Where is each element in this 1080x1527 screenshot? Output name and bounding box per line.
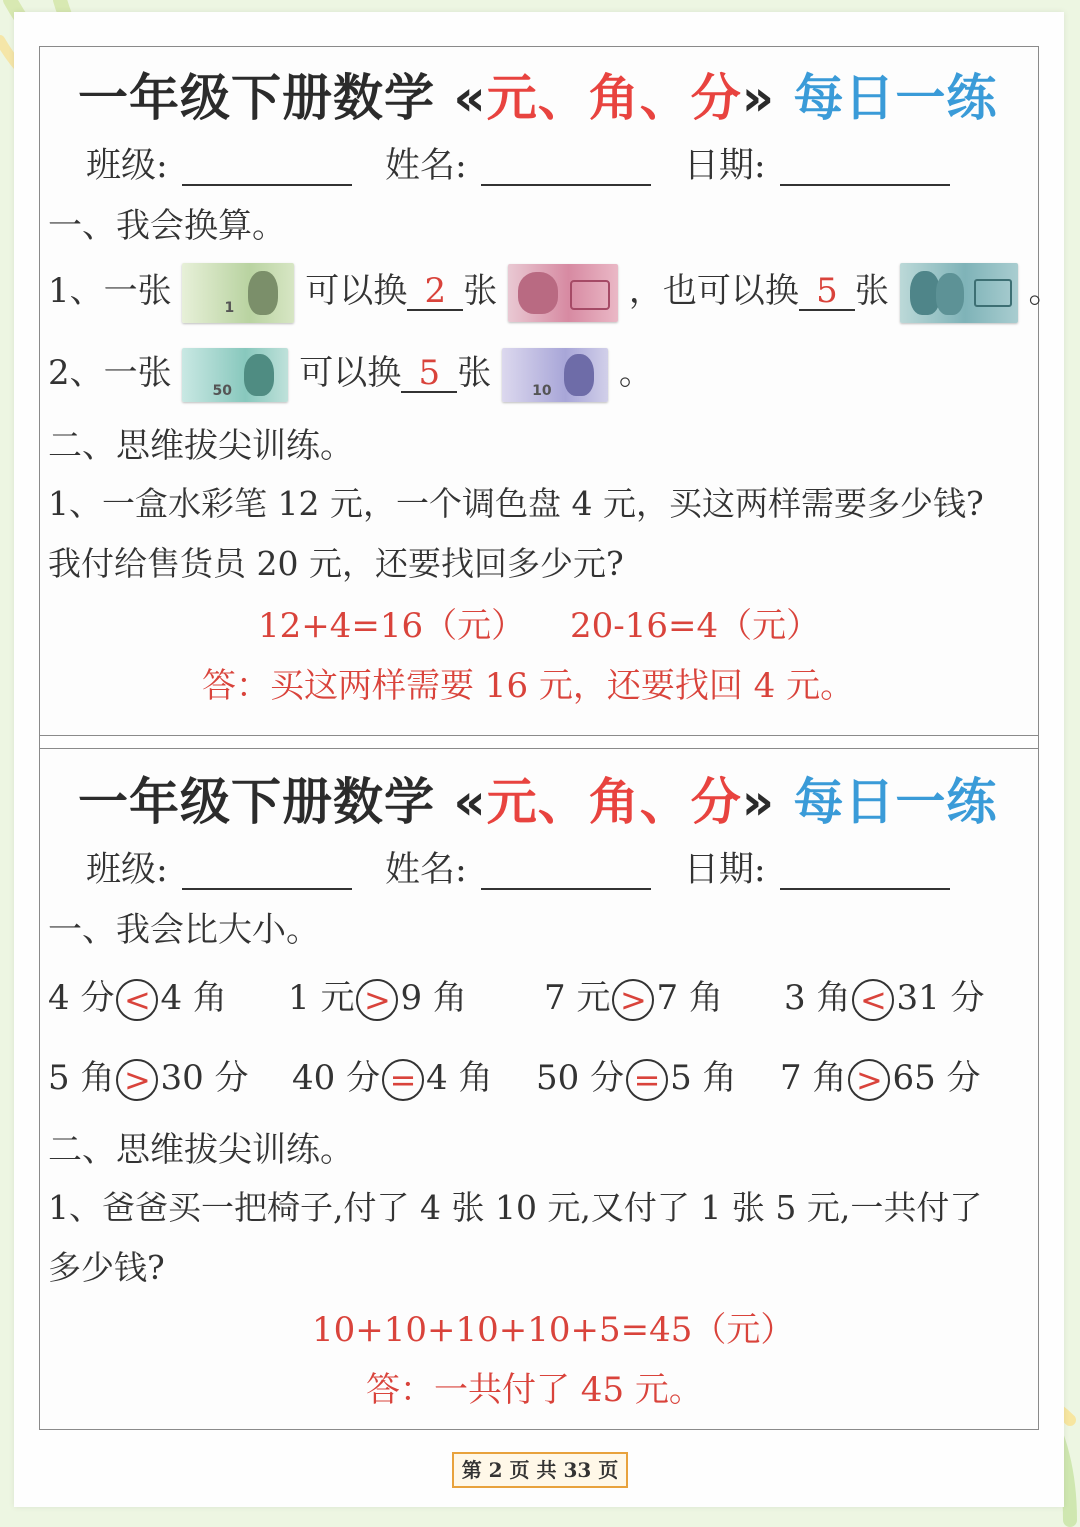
compare-operator[interactable]: <	[116, 979, 158, 1021]
compare-operator[interactable]: >	[612, 979, 654, 1021]
page-indicator: 第 2 页 共 33 页	[452, 1452, 628, 1488]
portrait-icon	[936, 273, 964, 315]
q1-text-b: 可以换	[305, 271, 408, 311]
q2-answer[interactable]: 5	[401, 355, 457, 393]
compare-item	[48, 1050, 249, 1101]
section-1-fields	[86, 138, 972, 188]
exchange-question-1	[48, 256, 1063, 326]
compare-right: 4 角	[160, 978, 227, 1018]
title-suffix: »	[741, 69, 794, 127]
q2-lead: 2、一张	[48, 353, 172, 393]
date-label: 日期:	[683, 146, 766, 186]
compare-right: 65 分	[892, 1058, 981, 1098]
q2-text-c: 张	[457, 353, 492, 393]
compare-operator[interactable]: >	[116, 1059, 158, 1101]
part2-heading: 二、思维拔尖训练。	[48, 426, 354, 466]
compare-right: 7 角	[656, 978, 723, 1018]
title-prefix: 一年级下册数学 «	[78, 773, 487, 831]
q2-text-d: 。	[618, 353, 653, 393]
class-label: 班级:	[86, 850, 168, 890]
note-denomination: 50	[212, 383, 232, 399]
q1-text-d: ，也可以换	[628, 271, 799, 311]
compare-left: 40 分	[292, 1058, 381, 1098]
exchange-question-2	[48, 338, 653, 408]
calculation-1: 12+4=16（元）	[258, 606, 526, 646]
portrait-icon	[248, 271, 278, 315]
class-blank[interactable]	[182, 854, 352, 890]
compare-operator[interactable]: =	[382, 1059, 424, 1101]
compare-item	[288, 970, 467, 1021]
compare-operator[interactable]: <	[852, 979, 894, 1021]
class-label: 班级:	[86, 146, 168, 186]
name-label: 姓名:	[384, 850, 467, 890]
answer-sentence: 答：一共付了 45 元。	[366, 1370, 703, 1410]
name-label: 姓名:	[384, 146, 467, 186]
compare-left: 4 分	[48, 978, 115, 1018]
compare-left: 7 角	[780, 1058, 847, 1098]
calculation-2: 20-16=4（元）	[570, 606, 821, 646]
compare-left: 50 分	[536, 1058, 625, 1098]
answer-sentence: 答：买这两样需要 16 元，还要找回 4 元。	[202, 666, 855, 706]
seal-icon	[570, 280, 610, 310]
q1-answer-1[interactable]: 2	[407, 273, 463, 311]
q1-text-f: 。	[1028, 271, 1063, 311]
section-2-fields	[86, 842, 972, 892]
compare-item	[292, 1050, 493, 1101]
compare-left: 5 角	[48, 1058, 115, 1098]
compare-left: 3 角	[784, 978, 851, 1018]
title-jiao: 角、	[588, 773, 691, 831]
q1-lead: 1、一张	[48, 271, 172, 311]
fifty-cent-note-image	[508, 264, 618, 322]
section-2-title	[78, 762, 1018, 832]
part2-heading: 二、思维拔尖训练。	[48, 1130, 354, 1170]
compare-right: 31 分	[896, 978, 985, 1018]
title-daily: 每日一练	[793, 69, 998, 127]
title-fen: 分	[690, 69, 742, 127]
title-prefix: 一年级下册数学 «	[78, 69, 487, 127]
note-denomination: 1	[224, 300, 235, 316]
word-problem-line-2: 我付给售货员 20 元，还要找回多少元?	[48, 544, 624, 583]
compare-item	[536, 1050, 737, 1101]
title-yuan: 元、	[486, 773, 589, 831]
title-yuan: 元、	[486, 69, 589, 127]
compare-operator[interactable]: >	[356, 979, 398, 1021]
ten-cent-note-image	[900, 263, 1018, 323]
title-jiao: 角、	[588, 69, 691, 127]
compare-right: 4 角	[426, 1058, 493, 1098]
part1-heading: 一、我会换算。	[48, 206, 286, 246]
name-blank[interactable]	[481, 150, 651, 186]
compare-operator[interactable]: =	[626, 1059, 668, 1101]
q1-answer-2[interactable]: 5	[799, 273, 855, 311]
q1-text-e: 张	[854, 271, 889, 311]
section-1-title	[78, 58, 1018, 128]
compare-left: 7 元	[544, 978, 611, 1018]
word-problem-line-1: 1、爸爸买一把椅子,付了 4 张 10 元,又付了 1 张 5 元,一共付了	[48, 1188, 983, 1227]
compare-item	[784, 970, 985, 1021]
date-label: 日期:	[683, 850, 766, 890]
compare-left: 1 元	[288, 978, 355, 1018]
one-yuan-note-image	[182, 263, 294, 323]
compare-item	[48, 970, 227, 1021]
title-suffix: »	[741, 773, 794, 831]
class-blank[interactable]	[182, 150, 352, 186]
compare-right: 30 分	[160, 1058, 249, 1098]
fifty-yuan-note-image	[182, 348, 288, 402]
ten-yuan-note-image	[502, 348, 608, 402]
calculation: 10+10+10+10+5=45（元）	[312, 1310, 795, 1350]
compare-right: 9 角	[400, 978, 467, 1018]
portrait-icon	[518, 272, 558, 314]
compare-operator[interactable]: >	[848, 1059, 890, 1101]
compare-right: 5 角	[670, 1058, 737, 1098]
part1-heading: 一、我会比大小。	[48, 910, 320, 950]
portrait-icon	[564, 354, 594, 396]
note-denomination: 10	[532, 383, 552, 399]
name-blank[interactable]	[481, 854, 651, 890]
portrait-icon	[244, 354, 274, 396]
date-blank[interactable]	[780, 150, 950, 186]
word-problem-line-1: 1、一盒水彩笔 12 元，一个调色盘 4 元，买这两样需要多少钱?	[48, 484, 984, 523]
seal-icon	[974, 279, 1012, 307]
compare-item	[544, 970, 723, 1021]
title-fen: 分	[690, 773, 742, 831]
section-divider	[39, 736, 1039, 748]
word-problem-line-2: 多少钱?	[48, 1248, 165, 1287]
q1-text-c: 张	[463, 271, 498, 311]
date-blank[interactable]	[780, 854, 950, 890]
title-daily: 每日一练	[793, 773, 998, 831]
compare-item	[780, 1050, 981, 1101]
q2-text-b: 可以换	[299, 353, 402, 393]
